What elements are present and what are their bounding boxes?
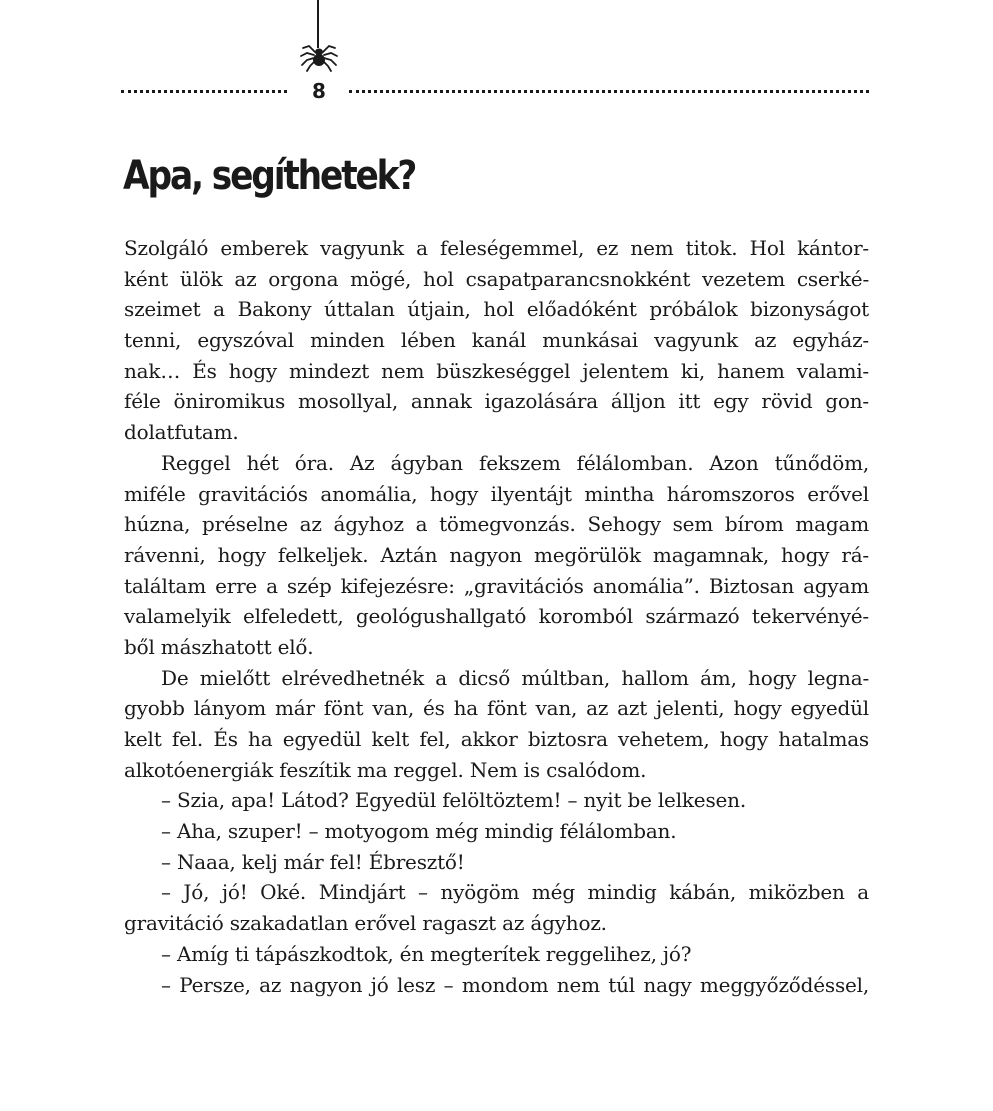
text-line: De mielőtt elrévedhetnék a dicső múltban, hallom ám, hogy legna- — [161, 665, 869, 690]
text-line: gravitáció szakadatlan erővel ragaszt az ágyhoz. — [124, 911, 607, 936]
text-line: alkotóenergiák feszítik ma reggel. Nem is csalódom. — [124, 757, 647, 782]
text-line: féle öniromikus mosollyal, annak igazolására álljon itt egy rövid gon- — [124, 389, 869, 414]
chapter-title: Apa, segíthetek? — [123, 153, 416, 199]
body-text — [124, 233, 869, 1000]
text-line: ként ülök az orgona mögé, hol csapatparancsnokként vezetem cserké- — [124, 266, 869, 291]
text-line: dolatfutam. — [124, 420, 239, 445]
text-line: találtam erre a szép kifejezésre: „gravitációs anomália”. Biztosan agyam — [124, 573, 869, 598]
page-header — [0, 0, 993, 110]
text-line: – Persze, az nagyon jó lesz – mondom nem túl nagy meggyőződéssel, — [161, 972, 869, 997]
text-line: – Szia, apa! Látod? Egyedül felöltöztem! – nyit be lelkesen. — [161, 788, 746, 813]
text-line: szeimet a Bakony úttalan útjain, hol előadóként próbálok bizonyságot — [124, 297, 869, 322]
spider-icon — [299, 40, 339, 72]
header-rule-right — [349, 90, 869, 93]
text-line: Reggel hét óra. Az ágyban fekszem félálomban. Azon tűnődöm, — [161, 450, 869, 475]
text-line: kelt fel. És ha egyedül kelt fel, akkor biztosra vehetem, hogy hatalmas — [124, 727, 869, 751]
text-line: – Amíg ti tápászkodtok, én megterítek reggelihez, jó? — [161, 941, 692, 966]
text-line: Szolgáló emberek vagyunk a feleségemmel, ez nem titok. Hol kántor- — [124, 236, 869, 260]
page-number: 8 — [312, 79, 326, 103]
text-line: – Naaa, kelj már fel! Ébresztő! — [161, 849, 465, 874]
text-line: – Aha, szuper! – motyogom még mindig félálomban. — [161, 819, 677, 844]
text-line: nak… És hogy mindezt nem büszkeséggel jelentem ki, hanem valami- — [124, 358, 869, 383]
text-line: gyobb lányom már fönt van, és ha fönt van, az azt jelenti, hogy egyedül — [124, 696, 869, 721]
text-line: tenni, egyszóval minden lében kanál munkásai vagyunk az egyház- — [124, 328, 869, 353]
text-line: rávenni, hogy felkeljek. Aztán nagyon megörülök magamnak, hogy rá- — [124, 542, 869, 567]
text-line: – Jó, jó! Oké. Mindjárt – nyögöm még mindig kábán, miközben a — [161, 880, 869, 905]
text-line: miféle gravitációs anomália, hogy ilyentájt mintha háromszoros erővel — [124, 481, 869, 506]
header-rule-left — [121, 90, 287, 93]
text-line: valamelyik elfeledett, geológushallgató koromból származó tekervényé- — [124, 604, 869, 629]
text-line: húzna, préselne az ágyhoz a tömegvonzás. Sehogy sem bírom magam — [124, 512, 869, 537]
text-line: ből mászhatott elő. — [124, 634, 314, 659]
